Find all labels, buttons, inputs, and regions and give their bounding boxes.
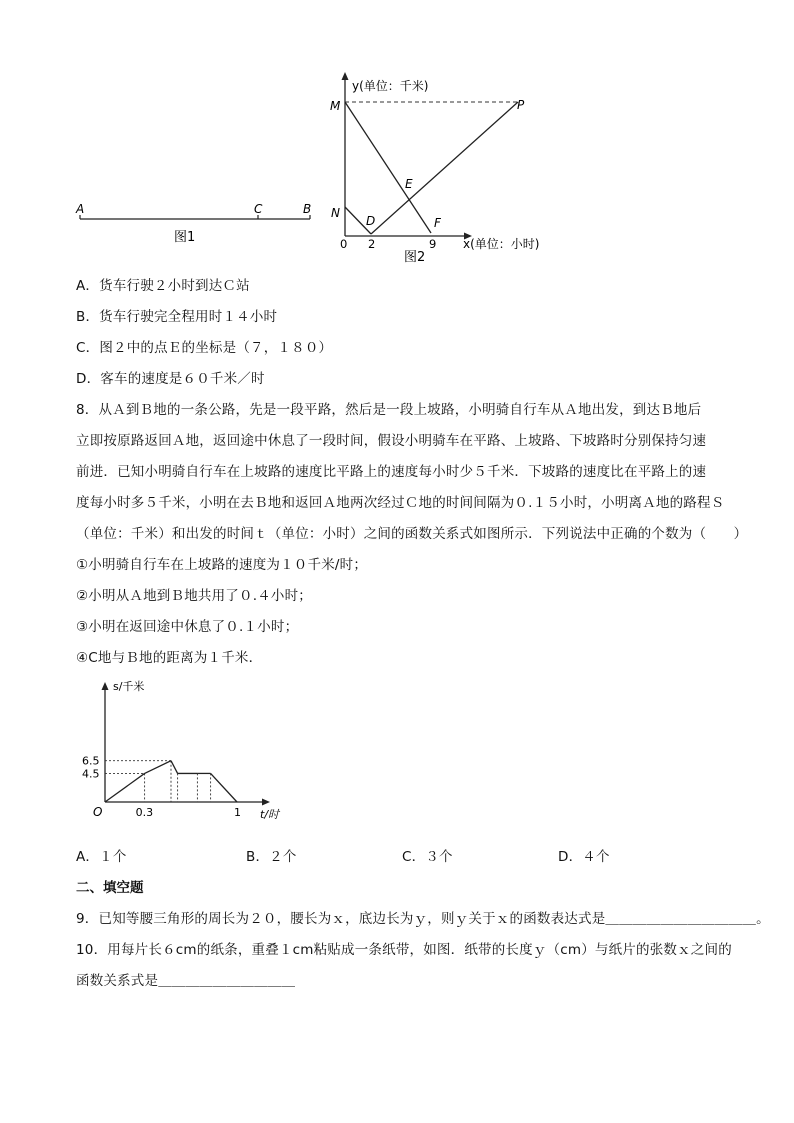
- series-segment: [211, 773, 237, 802]
- q7-option-d: D．客车的速度是６０千米／时: [76, 371, 265, 387]
- point-label-f: F: [434, 216, 441, 230]
- q10-line: 函数关系式是＿＿＿＿＿＿＿＿＿＿: [76, 973, 296, 989]
- q8-statement: ③小明在返回途中休息了０.１小时；: [76, 619, 299, 635]
- q8-option-b: B．２个: [246, 849, 297, 865]
- q10-line: 10．用每片长６cm的纸条，重叠１cm粘贴成一条纸带，如图．纸带的长度ｙ（cm）与纸片的张数ｘ之间的: [76, 942, 732, 958]
- q8-line: 前进．已知小明骑自行车在上坡路的速度比平路上的速度每小时少５千米．下坡路的速度比在平路上的速: [76, 464, 707, 480]
- point-label-d: D: [366, 214, 376, 228]
- point-label-m: M: [330, 99, 341, 113]
- q8-statement: ①小明骑自行车在上坡路的速度为１０千米/时；: [76, 557, 368, 573]
- figure-2: [320, 72, 580, 264]
- q8-option-c: C．３个: [402, 849, 453, 865]
- q8-line: （单位：千米）和出发的时间ｔ（单位：小时）之间的函数关系式如图所示．下列说法中正确的个数为（ ）: [76, 526, 748, 542]
- series-segment: [105, 773, 145, 802]
- q8-line: 8．从Ａ到Ｂ地的一条公路，先是一段平路，然后是一段上坡路，小明骑自行车从Ａ地出发，到达Ｂ地后: [76, 402, 702, 418]
- q8-line: 度每小时多５千米，小明在去Ｂ地和返回Ａ地两次经过Ｃ地的时间间隔为０.１５小时，小明离Ａ地的路程Ｓ: [76, 495, 725, 511]
- point-label-a: A: [76, 202, 85, 216]
- x-tick-9: 9: [429, 237, 437, 251]
- point-label-b: B: [303, 202, 312, 216]
- point-label-n: N: [331, 206, 340, 220]
- figure-1: [70, 195, 330, 255]
- q8-statement: ②小明从Ａ地到Ｂ地共用了０.４小时；: [76, 588, 312, 604]
- point-label-p: P: [517, 98, 525, 112]
- chart-y-label: s/千米: [113, 680, 145, 693]
- q8-line: 立即按原路返回Ａ地，返回途中休息了一段时间，假设小明骑车在平路、上坡路、下坡路时分别保持匀速: [76, 433, 707, 449]
- axis-label-y: y(单位：千米): [352, 79, 429, 93]
- chart-x-tick-0-3: 0.3: [135, 806, 154, 819]
- chart-x-axis-arrow: [262, 799, 270, 806]
- point-label-e: E: [405, 177, 413, 191]
- y-axis-arrow: [342, 72, 349, 80]
- section-title: 二、填空题: [76, 880, 144, 896]
- q7-option-c: C．图２中的点Ｅ的坐标是（７，１８０）: [76, 340, 333, 356]
- point-label-c: C: [254, 202, 263, 216]
- chart-x-tick-1: 1: [234, 806, 241, 819]
- axis-label-x: x(单位：小时): [463, 237, 540, 251]
- q8-option-d: D．４个: [558, 849, 610, 865]
- line-mf: [345, 102, 431, 233]
- q7-option-b: B．货车行驶完全程用时１４小时: [76, 309, 278, 325]
- series-segment: [145, 761, 171, 774]
- q8-chart: [80, 680, 290, 825]
- line-dp: [371, 102, 518, 234]
- chart-x-label: t/时: [260, 808, 280, 821]
- q7-option-a: A．货车行驶２小时到达Ｃ站: [76, 278, 250, 294]
- origin-label: 0: [340, 237, 348, 251]
- q8-option-a: A．１个: [76, 849, 127, 865]
- x-tick-2: 2: [368, 237, 376, 251]
- q9-text: 9．已知等腰三角形的周长为２０，腰长为ｘ，底边长为ｙ，则ｙ关于ｘ的函数表达式是＿＿＿＿＿＿＿＿＿＿＿。: [76, 911, 770, 927]
- q8-statement: ④C地与Ｂ地的距离为１千米．: [76, 650, 263, 666]
- chart-origin-label: O: [93, 805, 103, 819]
- chart-y-tick-6-5: 6.5: [82, 754, 100, 768]
- chart-y-axis-arrow: [102, 682, 109, 690]
- figure-1-caption: 图1: [174, 230, 196, 245]
- figure-2-caption: 图2: [404, 250, 426, 264]
- series-segment: [171, 761, 178, 774]
- chart-y-tick-4-5: 4.5: [82, 767, 100, 781]
